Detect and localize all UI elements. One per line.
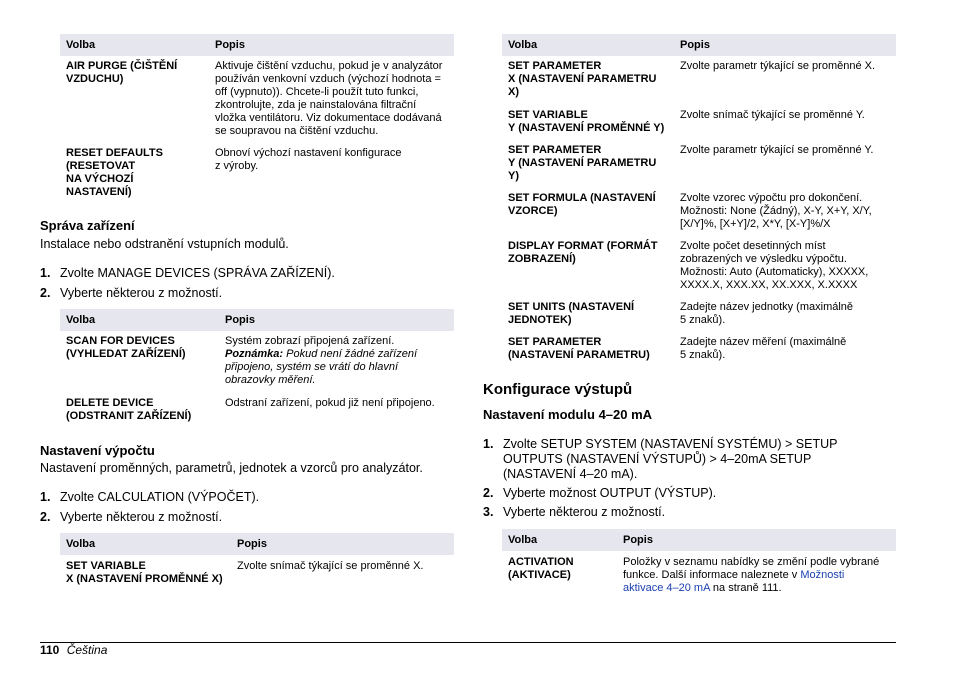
section-intro-device-management: Instalace nebo odstranění vstupních modulů. xyxy=(40,237,289,251)
table2-row2-option: DELETE DEVICE (ODSTRANIT ZAŘÍZENÍ) xyxy=(66,397,192,422)
table5-row1-option: ACTIVATION (AKTIVACE) xyxy=(508,556,574,581)
step-item: 1. Zvolte MANAGE DEVICES (SPRÁVA ZAŘÍZENÍ). xyxy=(40,266,335,280)
section-title-device-management: Správa zařízení xyxy=(40,218,135,233)
cross-reference-link[interactable]: aktivace 4–20 mA xyxy=(623,582,710,594)
footer-language: Čeština xyxy=(66,643,108,657)
footer xyxy=(40,643,107,657)
table2-head-description: Popis xyxy=(225,314,255,326)
page-number: 110 xyxy=(40,643,60,657)
table4-row1-option: SET PARAMETER X (NASTAVENÍ PARAMETRU X) xyxy=(508,60,657,98)
table3-row1-option: SET VARIABLE X (NASTAVENÍ PROMĚNNÉ X) xyxy=(66,560,223,585)
table4-row7-description: Zadejte název měření (maximálně 5 znaků). xyxy=(680,336,847,361)
step-item: 2. Vyberte některou z možností. xyxy=(40,286,223,300)
table5-head-description: Popis xyxy=(623,534,653,546)
table4-row7-option: SET PARAMETER (NASTAVENÍ PARAMETRU) xyxy=(508,336,650,361)
table4-row1-description: Zvolte parametr týkající se proměnné X. xyxy=(680,60,876,72)
table4-row2-option: SET VARIABLE Y (NASTAVENÍ PROMĚNNÉ Y) xyxy=(508,109,665,134)
table5-header xyxy=(502,529,896,551)
table4-row4-option: SET FORMULA (NASTAVENÍ VZORCE) xyxy=(508,192,656,217)
table5-row1-description: Položky v seznamu nabídky se změní podle vybrané funkce. Další informace naleznete v Možnosti aktivace 4–20 mA na straně 111. xyxy=(623,556,880,594)
table3-head-description: Popis xyxy=(237,538,267,550)
table2-row1-description: Systém zobrazí připojená zařízení. Poznámka: Pokud není žádné zařízení připojeno, systém se vrátí do hlavní obrazovky měření. xyxy=(225,335,418,386)
subsection-title-4-20ma: Nastavení modulu 4–20 mA xyxy=(483,407,653,422)
step-item: 1. Zvolte SETUP SYSTEM (NASTAVENÍ SYSTÉMU) > SETUP OUTPUTS (NASTAVENÍ VÝSTUPŮ) > 4–20mA SETUP (NASTAVENÍ 4–20 mA). xyxy=(483,437,838,481)
cross-reference-link[interactable]: Možnosti xyxy=(800,569,845,581)
section-title-output-config: Konfigurace výstupů xyxy=(483,381,633,398)
table1-header xyxy=(60,34,454,56)
table1-row1-option: AIR PURGE (ČIŠTĚNÍ VZDUCHU) xyxy=(66,60,178,85)
table4-row4-description: Zvolte vzorec výpočtu pro dokončení. Možnosti: None (Žádný), X-Y, X+Y, X/Y, [X/Y]%, [X+Y]/2, X*Y, [X-Y]%/X xyxy=(680,192,872,230)
step-item: 2. Vyberte některou z možností. xyxy=(40,510,223,524)
step-item: 2. Vyberte možnost OUTPUT (VÝSTUP). xyxy=(483,486,717,500)
table3-head-option: Volba xyxy=(66,538,96,550)
table2-row2-description: Odstraní zařízení, pokud již není připojeno. xyxy=(225,397,435,409)
table1-row2-description: Obnoví výchozí nastavení konfigurace z výroby. xyxy=(215,147,402,172)
table4-row6-option: SET UNITS (NASTAVENÍ JEDNOTEK) xyxy=(508,301,635,326)
table4-row6-description: Zadejte název jednotky (maximálně 5 znaků). xyxy=(680,301,854,326)
table1-row2-option: RESET DEFAULTS (RESETOVAT NA VÝCHOZÍ NASTAVENÍ) xyxy=(66,147,163,198)
table4-row3-description: Zvolte parametr týkající se proměnné Y. xyxy=(680,144,874,156)
table1-row1-description: Aktivuje čištění vzduchu, pokud je v analyzátor používán venkovní vzduch (výchozí hodnota = off (vypnuto)). Chcete-li použít tuto funkci, zkontrolujte, zda je nainstalována filtrační vložka ventilátoru. Viz dokumentace dodávaná se soupravou na čištění vzduchu. xyxy=(215,60,443,137)
step-item: 1. Zvolte CALCULATION (VÝPOČET). xyxy=(40,490,260,504)
table4-row5-description: Zvolte počet desetinných míst zobrazených ve výsledku výpočtu. Možnosti: Auto (Automaticky), XXXXX, XXXX.X, XXX.XX, XX.XXX, X.XXXX xyxy=(680,240,869,291)
table4-head-description: Popis xyxy=(680,39,710,51)
table2-head-option: Volba xyxy=(66,314,96,326)
table1-head-option: Volba xyxy=(66,39,96,51)
step-item: 3. Vyberte některou z možností. xyxy=(483,505,666,519)
section-intro-calculation: Nastavení proměnných, parametrů, jednotek a vzorců pro analyzátor. xyxy=(40,461,423,475)
section-title-calculation: Nastavení výpočtu xyxy=(40,443,155,458)
footer-rule xyxy=(40,642,896,643)
table4-row5-option: DISPLAY FORMAT (FORMÁT ZOBRAZENÍ) xyxy=(508,240,658,265)
table4-head-option: Volba xyxy=(508,39,538,51)
table2-header xyxy=(60,309,454,331)
table4-row3-option: SET PARAMETER Y (NASTAVENÍ PARAMETRU Y) xyxy=(508,144,657,182)
table2-row1-option: SCAN FOR DEVICES (VYHLEDAT ZAŘÍZENÍ) xyxy=(66,335,186,360)
table1-head-description: Popis xyxy=(215,39,245,51)
table5-head-option: Volba xyxy=(508,534,538,546)
table4-row2-description: Zvolte snímač týkající se proměnné Y. xyxy=(680,109,865,121)
table3-row1-description: Zvolte snímač týkající se proměnné X. xyxy=(237,560,424,572)
